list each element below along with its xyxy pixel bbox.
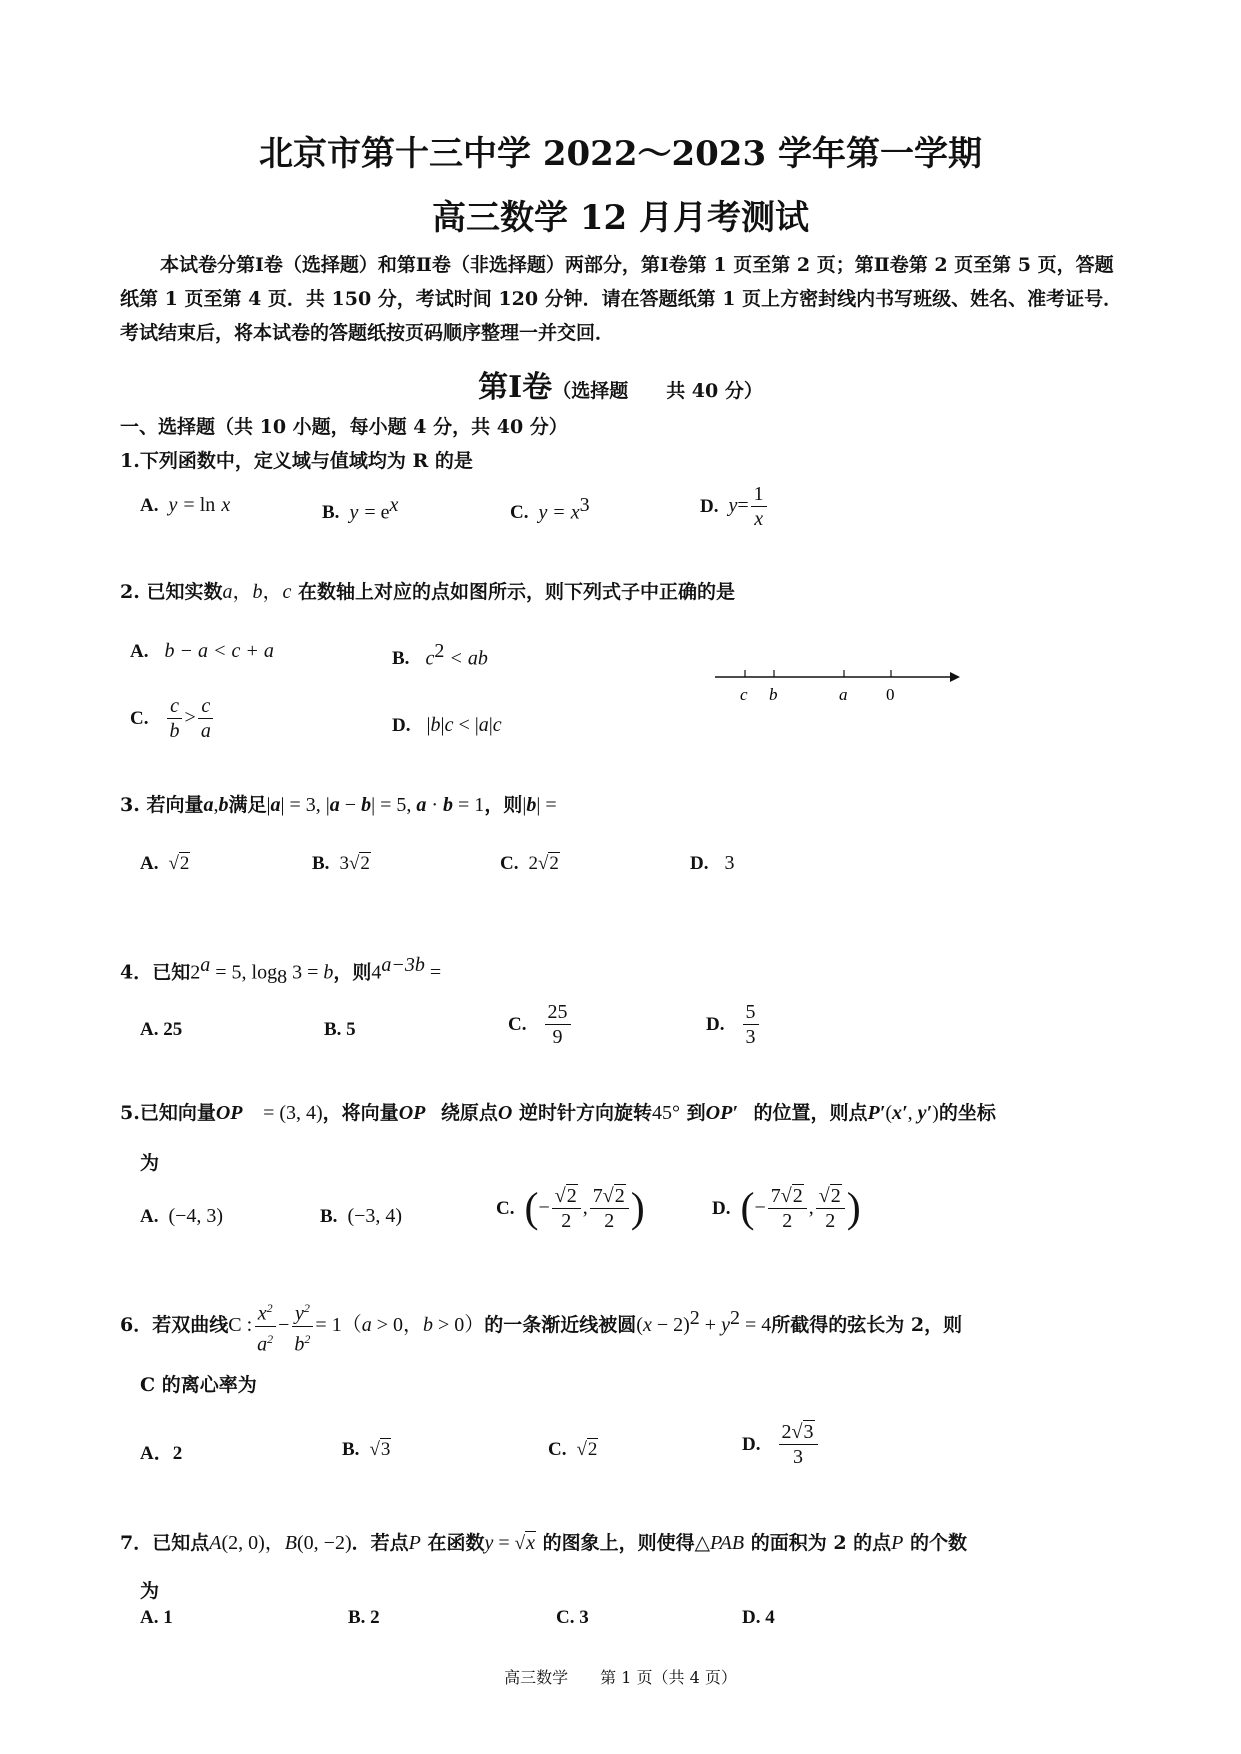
question-4-stem: 4．已知$2^a = 5$, $\log_8 3 = b$，则$4^{a-3b}$ = <box>120 954 442 989</box>
q3-option-b: B. 3√2 <box>312 853 370 874</box>
section-title-main: 第Ⅰ卷 <box>478 370 553 405</box>
q6-option-d: D. $\frac{2√3}{3}$ <box>742 1420 820 1469</box>
section-heading: 一、选择题（共 10 小题，每小题 4 分，共 40 分） <box>120 416 568 438</box>
q7-option-a: A. 1 <box>140 1607 173 1628</box>
page-footer <box>0 1665 1241 1688</box>
q5-option-c: C. (− $\frac{√2}{2}$ , $\frac{7√2}{2}$ ) <box>496 1185 645 1232</box>
exam-title: 北京市第十三中学 2022～2023 学年第一学期 <box>259 134 982 174</box>
q4-option-d: D. $\frac{5}{3}$ <box>706 1000 761 1049</box>
q3-option-c: C. 2√2 <box>500 853 559 874</box>
q1-option-d: D. y= $\frac{1}{x}$ <box>700 482 769 531</box>
q2-option-c: C. $\frac{c}{b}$ > $\frac{c}{a}$ <box>130 694 216 743</box>
q6-option-b: B. √3 <box>342 1439 391 1460</box>
q6-option-c: C. √2 <box>548 1439 598 1460</box>
exam-subtitle: 高三数学 12 月月考测试 <box>432 198 809 238</box>
exam-instructions: 本试卷分第Ⅰ卷（选择题）和第Ⅱ卷（非选择题）两部分，第Ⅰ卷第 1 页至第 2 页；第Ⅱ卷第 2 页至第 5 页，答题纸第 1 页至第 4 页．共 150 分，考试时间 120 分钟．请在答题纸第 1 页上方密封线内书写班级、姓名、准考证号．考试结束后，将本试卷的答题纸按页码顺序整理一并交回． <box>120 254 1123 344</box>
q1-option-b: B. $y = e^x$ <box>322 494 399 524</box>
number-line-figure <box>710 660 960 710</box>
q3-option-a: A. √2 <box>140 853 190 874</box>
axis-label-a: a <box>839 685 848 704</box>
q1-option-c: C. $y = x^3$ <box>510 494 590 524</box>
question-6-stem-line2: C 的离心率为 <box>140 1374 257 1396</box>
q1-option-a: A. y = ln x <box>140 494 231 516</box>
question-7-stem-line2: 为 <box>140 1580 160 1602</box>
axis-label-c: c <box>740 685 748 704</box>
axis-label-b: b <box>769 685 778 704</box>
q5-option-b: B. (−3, 4) <box>320 1205 403 1227</box>
q2-option-b: B. $c^2$ < ab <box>392 640 488 670</box>
question-7-stem: 7．已知点A(2, 0)，B(0, −2)．若点P 在函数y = √x 的图象上，则使得△PAB 的面积为 2 的点P 的个数 <box>120 1532 968 1554</box>
q7-option-d: D. 4 <box>742 1607 775 1628</box>
question-3-stem: 3. 若向量a,b满足|a| = 3, |a − b| = 5, a · b = 1，则|b| = <box>120 794 557 816</box>
question-2-stem: 2. 已知实数a，b，c 在数轴上对应的点如图所示，则下列式子中正确的是 <box>120 581 735 603</box>
q4-option-b: B. 5 <box>324 1019 356 1040</box>
question-1-stem: 1.下列函数中，定义域与值域均为 R 的是 <box>120 450 473 472</box>
q2-option-a: A. b − a < c + a <box>130 640 274 662</box>
q4-option-a: A. 25 <box>140 1019 183 1040</box>
q5-option-d: D. (− $\frac{7√2}{2}$ , $\frac{√2}{2}$ ) <box>712 1185 861 1232</box>
footer-subject: 高三数学 <box>504 1668 569 1687</box>
question-5-stem-line2: 为 <box>140 1152 160 1174</box>
q5-option-a: A. (−4, 3) <box>140 1205 224 1227</box>
section-title <box>0 362 1241 406</box>
question-6-stem: 6．若双曲线C : $\frac{x^2}{a^2}$ − $\frac{y^2}{b^2}$ = 1（a > 0，b > 0）的一条渐近线被圆$(x - 2)^2 + y^2 = 4$所截得的弦长为 2，则 <box>120 1296 962 1356</box>
footer-page-number: 第 1 页（共 4 页） <box>600 1668 737 1687</box>
q6-option-a: A．2 <box>140 1443 183 1464</box>
q2-option-d: D. |b|c < |a|c <box>392 714 502 736</box>
section-title-sub: （选择题 共 40 分） <box>552 380 763 402</box>
q3-option-d: D. 3 <box>690 852 735 874</box>
q4-option-c: C. $\frac{25}{9}$ <box>508 1000 573 1049</box>
question-5-stem: 5.已知向量OP⃗ = (3, 4)，将向量OP⃗绕原点O 逆时针方向旋转45° 到OP′⃗的位置，则点P′(x′, y′)的坐标 <box>120 1102 996 1124</box>
q7-option-c: C. 3 <box>556 1607 589 1628</box>
axis-label-zero: 0 <box>886 685 895 704</box>
q7-option-b: B. 2 <box>348 1607 380 1628</box>
